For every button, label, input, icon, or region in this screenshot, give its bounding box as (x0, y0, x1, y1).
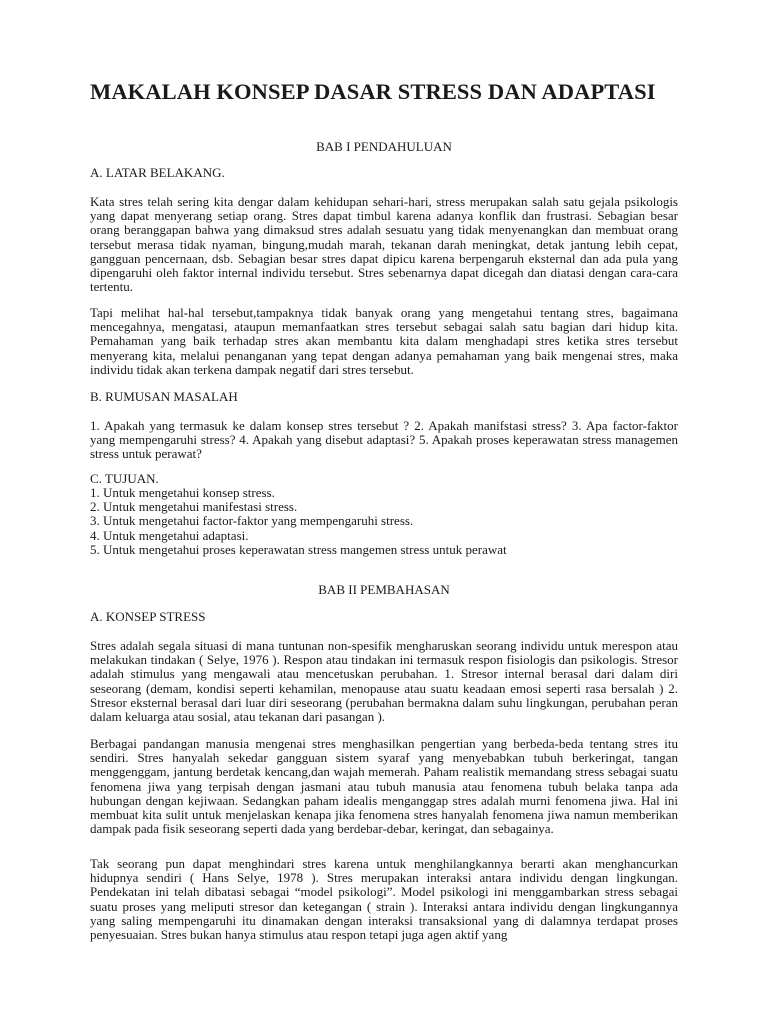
list-item: 2. Untuk mengetahui manifestasi stress. (90, 499, 298, 515)
paragraph-konsep-stress-1: Stres adalah segala situasi di mana tuntunan non-spesifik mengharuskan seorang individu untuk merespon atau melakukan tindakan ( Selye, 1976 ). Respon atau tindakan ini termasuk respon fisiologis dan psikologis. Stresor adalah stimulus yang mengawali atau mencetuskan perubahan. 1. Stresor internal berasal dari dalam diri seseorang (demam, kondisi seperti kehamilan, menopause atau suatu keadaan emosi seperti rasa bersalah ) 2. Stresor eksternal berasal dari luar diri seseorang (perubahan bermakna dalam suhu lingkungan, perubahan peran dalam keluarga atau sosial, atau tekanan dari pasangan ). (90, 638, 678, 725)
tujuan-list (90, 486, 678, 557)
paragraph-latar-belakang-2: Tapi melihat hal-hal tersebut,tampaknya tidak banyak orang yang mengetahui tentang stres, bagaimana mencegahnya, mengatasi, ataupun memanfaatkan stres tersebut sebagai salah satu bagian dari hidup kita. Pemahaman yang baik terhadap stres akan membantu kita dalam menghadapi stres ketika stres tersebut menyerang kita, melalui penanganan yang tepat dengan adanya pemahaman yang baik mengenai stres, maka individu tidak akan terkena dampak negatif dari stres tersebut. (90, 305, 678, 377)
list-item: 5. Untuk mengetahui proses keperawatan stress mangemen stress untuk perawat (90, 541, 507, 557)
list-item: 4. Untuk mengetahui adaptasi. (90, 527, 249, 543)
document-title: MAKALAH KONSEP DASAR STRESS DAN ADAPTASI (90, 79, 656, 104)
chapter-heading-bab1: BAB I PENDAHULUAN (316, 139, 452, 154)
list-item: 1. Untuk mengetahui konsep stress. (90, 485, 275, 500)
chapter-heading-bab2: BAB II PEMBAHASAN (318, 582, 450, 597)
list-item: 3. Untuk mengetahui factor-faktor yang mempengaruhi stress. (90, 513, 414, 529)
paragraph-konsep-stress-2: Berbagai pandangan manusia mengenai stres menghasilkan pengertian yang berbeda-beda tentang stres itu sendiri. Stres hanyalah sekedar gangguan sistem syaraf yang menyebabkan tubuh berkeringat, tangan menggenggam, jantung berdetak kencang,dan wajah memerah. Paham realistik memandang stress sebagai suatu fenomena jiwa yang terpisah dengan jasmani atau tubuh manusia atau fenomena tubuh belaka tanpa ada hubungan dengan kejiwaan. Sedangkan paham idealis menganggap stres adalah murni fenomena jiwa. Hal ini membuat kita sulit untuk menjelaskan kenapa jika fenomena stres hanyalah fenomena jiwa namun memberikan dampak pada fisik seseorang seperti dada yang berdebar-debar, keringat, dan sebagainya. (90, 736, 678, 837)
section-heading-konsep-stress: A. KONSEP STRESS (90, 609, 206, 624)
paragraph-konsep-stress-3: Tak seorang pun dapat menghindari stres karena untuk menghilangkannya berarti akan menghancurkan hidupnya sendiri ( Hans Selye, 1978 ). Stres merupakan interaksi antara individu dengan lingkungan. Pendekatan ini telah dibatasi sebagai “model psikologi”. Model psikologi ini menggambarkan stress sebagai suatu proses yang meliputi stresor dan ketegangan ( strain ). Interaksi antara individu dengan lingkungannya yang saling mempengaruhi itu dinamakan dengan interaksi transaksional yang di dalamnya terdapat proses penyesuaian. Stres bukan hanya stimulus atau respon tetapi juga agen aktif yang (90, 856, 678, 943)
paragraph-latar-belakang-1: Kata stres telah sering kita dengar dalam kehidupan sehari-hari, stress merupakan salah satu gejala psikologis yang dapat menyerang setiap orang. Stres dapat timbul karena adanya konflik dan frustrasi. Sebagian besar orang beranggapan bahwa yang dimaksud stres adalah sesuatu yang tidak menyenangkan dan membuat orang tersebut merasa tidak nyaman, bingung,mudah marah, tekanan darah meningkat, detak jantung lebih cepat, gangguan pencernaan, dsb. Sebagian besar stres dapat dipicu karena berpengaruh eksternal dan ada pula yang dipengaruhi oleh faktor internal individu tersebut. Stres sebenarnya dapat dicegah dan diatasi dengan cara-cara tertentu. (90, 194, 678, 295)
paragraph-rumusan-masalah: 1. Apakah yang termasuk ke dalam konsep stres tersebut ? 2. Apakah manifstasi stress? 3. Apa factor-faktor yang mempengaruhi stress? 4. Apakah yang disebut adaptasi? 5. Apakah proses keperawatan stress managemen stress untuk perawat? (90, 418, 678, 462)
section-heading-rumusan-masalah: B. RUMUSAN MASALAH (90, 389, 238, 404)
section-heading-latar-belakang: A. LATAR BELAKANG. (90, 165, 225, 180)
section-heading-tujuan: C. TUJUAN. (90, 471, 159, 486)
